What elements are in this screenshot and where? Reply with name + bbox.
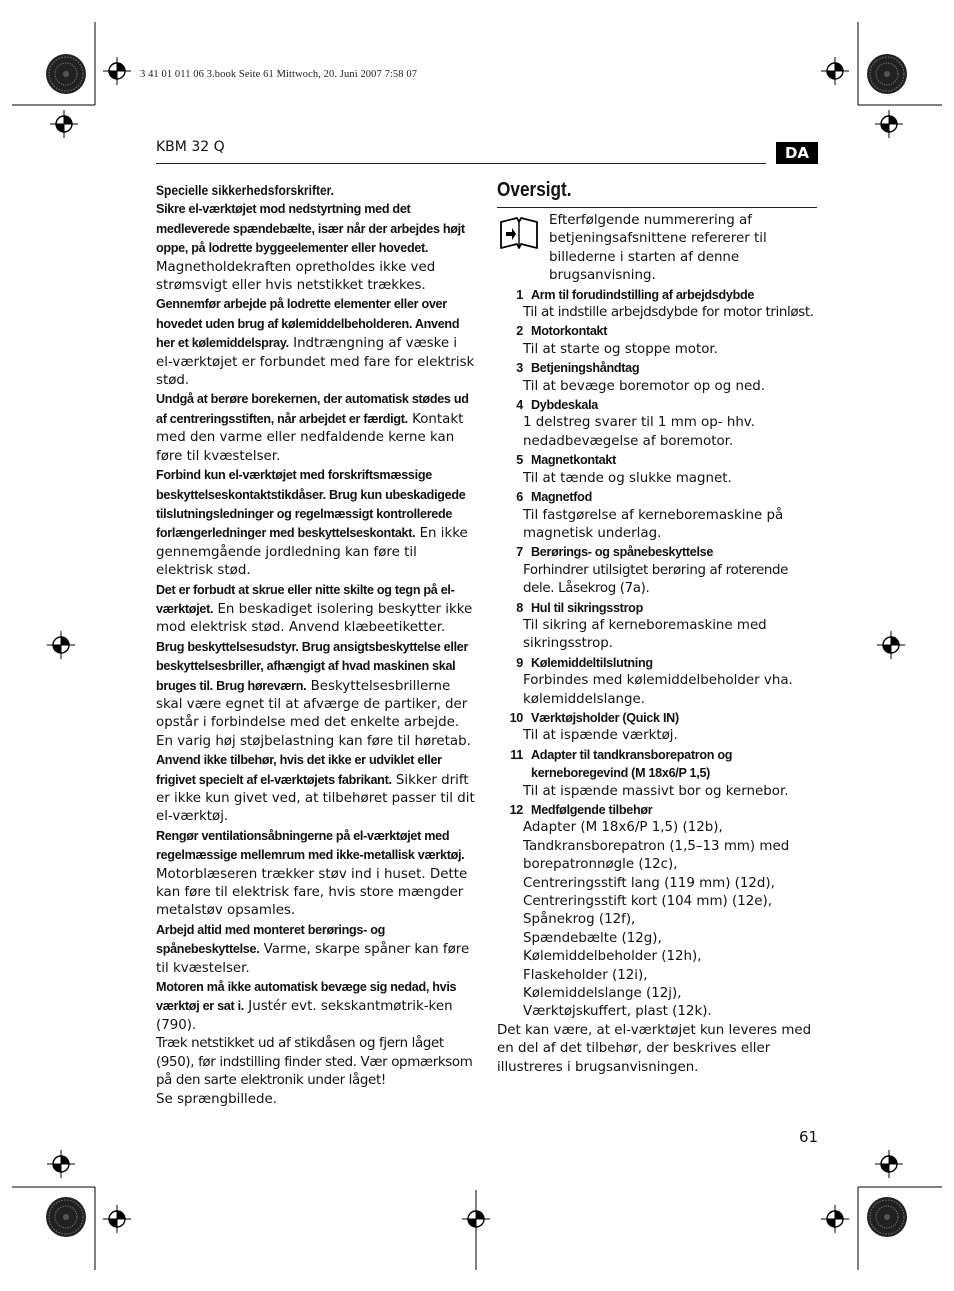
item-body: Forbindes med kølemiddelbeholder vha. kølemiddelslange. [523, 673, 793, 707]
safety-paragraph [156, 295, 478, 390]
safety-text: Justér evt. sekskantmøtrik-ken (790). [156, 999, 453, 1033]
accessory-item: Tandkransborepatron (1,5–13 mm) med borepatronnøgle (12c), [523, 838, 790, 873]
overview-rule [497, 207, 817, 208]
item-number: 11 [510, 747, 523, 762]
item-number: 4 [516, 398, 523, 413]
safety-warning: Anvend ikke tilbehør, hvis det ikke er udviklet eller frigivet specielt af el-værktøjets fabrikant. [156, 753, 442, 787]
item-number: 1 [516, 287, 523, 302]
list-item [497, 396, 819, 451]
safety-paragraph [156, 466, 478, 580]
item-number: 3 [516, 361, 523, 376]
item-title: Værktøjsholder (Quick IN) [531, 710, 679, 725]
header-rule [156, 163, 766, 164]
overview-list [497, 286, 819, 1022]
list-item [497, 451, 819, 488]
item-number: 7 [516, 545, 523, 560]
item-body: Til at tænde og slukke magnet. [523, 470, 732, 486]
accessory-item: Flaskeholder (12i), [523, 967, 648, 983]
intro-text: Efterfølgende nummerering af betjeningsafsnittene refererer til billederne i starten af denne brugsanvisning. [549, 213, 767, 284]
safety-paragraph [156, 390, 478, 466]
item-number: 8 [516, 600, 523, 615]
item-title: Kølemiddeltilslutning [531, 655, 653, 670]
safety-paragraph [156, 638, 478, 751]
item-title: Magnetfod [531, 490, 592, 505]
item-body: Til at ispænde massivt bor og kernebor. [523, 783, 789, 799]
safety-column [156, 181, 478, 1109]
language-badge: DA [776, 142, 818, 164]
item-body: Til at bevæge boremotor op og ned. [523, 378, 765, 394]
list-item [497, 709, 819, 746]
accessory-item: Spånekrog (12f), [523, 912, 636, 928]
safety-paragraph: Se sprængbillede. [156, 1091, 278, 1107]
header-title: KBM 32 Q [156, 139, 225, 155]
accessory-item: Centreringsstift lang (119 mm) (12d), [523, 875, 775, 891]
item-number: 5 [516, 453, 523, 468]
item-number: 6 [516, 490, 523, 505]
safety-warning: Rengør ventilationsåbningerne på el-værktøjet med regelmæssige mellemrum med ikke-metallisk værktøj. [156, 828, 465, 863]
list-item [497, 322, 819, 359]
list-item [497, 599, 819, 654]
list-item [497, 488, 819, 543]
list-item [497, 746, 819, 801]
list-item [497, 286, 819, 323]
safety-paragraph [156, 200, 478, 295]
item-title: Medfølgende tilbehør [531, 803, 653, 817]
page-number: 61 [799, 1128, 819, 1146]
item-number: 10 [509, 710, 523, 725]
safety-text: Indtrængning af væske i el-værktøjet er forbundet med fare for elektrisk stød. [156, 336, 475, 389]
print-info: 3 41 01 011 06 3.book Seite 61 Mittwoch, 20. Juni 2007 7:58 07 [140, 69, 418, 80]
list-item [497, 654, 819, 709]
safety-text: En ikke gennemgående jordledning kan føre til elektrisk stød. [156, 526, 468, 579]
item-title: Berørings- og spånebeskyttelse [531, 545, 714, 560]
item-title: Arm til forudindstilling af arbejdsdybde [531, 287, 755, 302]
safety-text: En beskadiget isolering beskytter ikke mod elektrisk stød. Anvend klæbeetiketter. [156, 601, 473, 636]
safety-text: Beskyttelsesbrillerne skal være egnet til at afværge de partiker, der opstår i forbindelse med det enkelte arbejde. En varig høj støjbelastning kan føre til høretab. [156, 678, 471, 749]
item-body: Til at indstille arbejdsdybde for motor trinløst. [523, 305, 814, 321]
item-body: 1 delstreg svarer til 1 mm op- hhv. nedadbevægelse af boremotor. [523, 415, 755, 449]
safety-warning: Undgå at berøre borekernen, der automatisk stødes ud af centreringsstiften, når arbejdet er færdigt. [156, 392, 469, 426]
safety-paragraph [156, 921, 478, 978]
item-body: Forhindrer utilsigtet berøring af roterende dele. Låsekrog (7a). [523, 562, 789, 597]
overview-outro: Det kan være, at el-værktøjet kun leveres med en del af det tilbehør, der beskrives eller illustreres i brugsanvisningen. [497, 1022, 812, 1075]
accessory-item: Spændebælte (12g), [523, 930, 662, 946]
overview-title: Oversigt. [497, 179, 572, 201]
safety-heading: Specielle sikkerhedsforskrifter. [156, 182, 335, 198]
accessory-item: Adapter (M 18x6/P 1,5) (12b), [523, 820, 723, 836]
safety-warning: Sikre el-værktøjet mod nedstyrtning med det medleverede spændebælte, især når der arbejdes højt oppe, på lodrette byggeelementer eller hovedet. [156, 202, 465, 256]
item-title: Adapter til tandkransborepatron og kerneboregevind (M 18x6/P 1,5) [531, 747, 733, 781]
item-number: 2 [516, 324, 523, 339]
safety-paragraph [156, 978, 478, 1035]
safety-warning: Det er forbudt at skrue eller nitte skilte og tegn på el-værktøjet. [156, 582, 455, 616]
safety-text: Magnetholdekraften opretholdes ikke ved strømsvigt eller hvis netstikket trækkes. [156, 259, 436, 294]
safety-text: Kontakt med den varme eller nedfaldende kerne kan føre til kvæstelser. [156, 411, 464, 464]
accessory-list [497, 819, 819, 1021]
safety-paragraph [156, 751, 478, 827]
safety-warning: Arbejd altid med monteret berørings- og spånebeskyttelse. [156, 922, 386, 957]
accessory-item: Centreringsstift kort (104 mm) (12e), [523, 894, 772, 910]
item-title: Dybdeskala [531, 398, 599, 413]
list-item [497, 359, 819, 396]
safety-paragraph [156, 581, 478, 638]
list-item [497, 801, 819, 1022]
overview-intro [497, 212, 819, 286]
safety-warning: Gennemfør arbejde på lodrette elementer eller over hovedet uden brug af kølemiddelbeholderen. Anvend her et kølemiddelspray. [156, 297, 460, 351]
safety-paragraph [156, 827, 478, 921]
item-body: Til sikring af kerneboremaskine med sikringsstrop. [523, 617, 767, 652]
item-body: Til at starte og stoppe motor. [523, 341, 718, 357]
item-body: Til fastgørelse af kerneboremaskine på magnetisk underlag. [523, 507, 784, 541]
accessory-item: Værktøjskuffert, plast (12k). [523, 1004, 712, 1020]
accessory-item: Kølemiddelbeholder (12h), [523, 949, 702, 965]
item-body: Til at ispænde værktøj. [523, 728, 678, 744]
safety-text: Varme, skarpe spåner kan føre til kvæstelser. [156, 942, 470, 976]
safety-warning: Motoren må ikke automatisk bevæge sig nedad, hvis værktøj er sat i. [156, 980, 457, 1014]
item-title: Magnetkontakt [531, 453, 616, 468]
item-title: Hul til sikringsstrop [531, 600, 643, 615]
safety-warning: Forbind kun el-værktøjet med forskriftsmæssige beskyttelseskontaktstikdåser. Brug kun ubeskadigede tilslutningsledninger og regelmæssigt kontrollerede forlængerledninger med beskyttelseskontakt. [156, 468, 466, 541]
safety-warning: Brug beskyttelsesudstyr. Brug ansigtsbeskyttelse eller beskyttelsesbriller, afhængigt af hvad maskinen skal bruges til. Brug høreværn. [156, 639, 469, 693]
item-number: 9 [516, 655, 523, 670]
book-icon [497, 214, 541, 254]
safety-text: Motorblæseren trækker støv ind i huset. Dette kan føre til elektrisk fare, hvis store mængder metalstøv opsamles. [156, 866, 468, 919]
item-title: Motorkontakt [531, 324, 608, 339]
list-item [497, 543, 819, 598]
safety-text: Sikker drift er ikke kun givet ved, at tilbehøret passer til dit el-værktøj. [156, 772, 475, 825]
safety-paragraph: Træk netstikket ud af stikdåsen og fjern låget (950), før indstilling finder sted. Vær opmærksom på den sarte elektronik under låget! [156, 1036, 473, 1089]
item-title: Betjeningshåndtag [531, 361, 640, 376]
overview-column [497, 181, 819, 1077]
item-number: 12 [509, 803, 523, 817]
accessory-item: Kølemiddelslange (12j), [523, 986, 682, 1002]
